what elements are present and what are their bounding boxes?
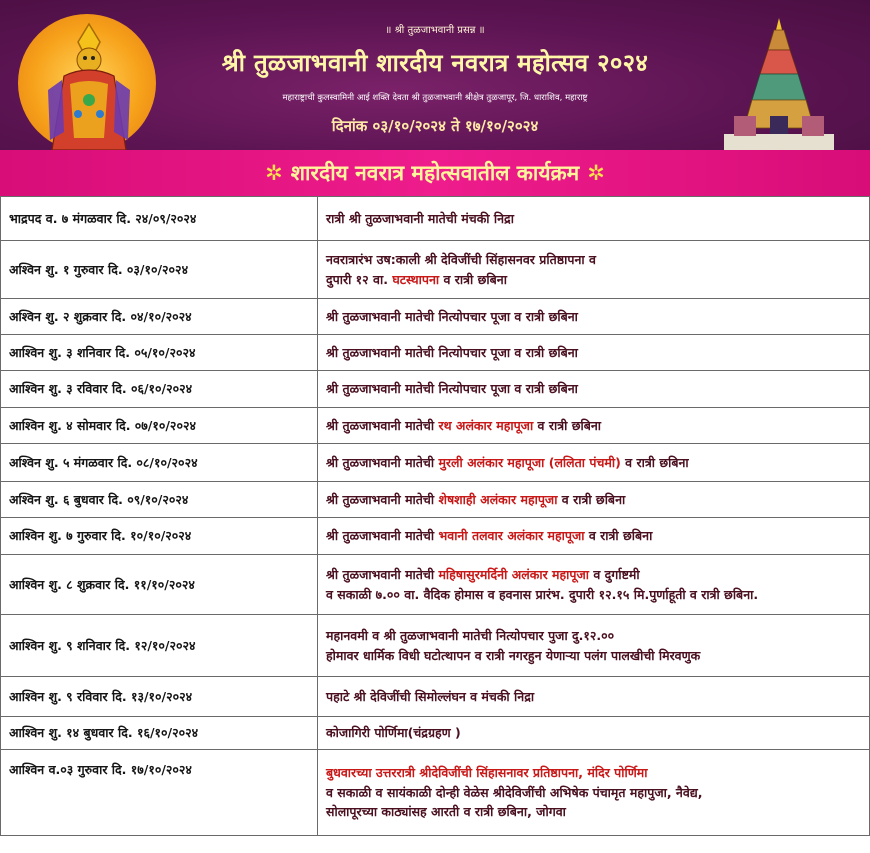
table-row bbox=[1, 371, 870, 408]
table-row bbox=[1, 335, 870, 371]
table-row bbox=[1, 677, 870, 717]
page-title: श्री तुळजाभवानी शारदीय नवरात्र महोत्सव २०२४ bbox=[221, 49, 649, 77]
row-description: श्री तुळजाभवानी मातेची भवानी तलवार अलंकार महापूजा व रात्री छबिना bbox=[318, 518, 870, 555]
row-date: भाद्रपद व. ७ मंगळवार दि. २४/०९/२०२४ bbox=[1, 197, 318, 241]
row-description: नवरात्रारंभ उष:काली श्री देविजींची सिंहासनवर प्रतिष्ठापना व दुपारी १२ वा. घटस्थापना व रात्री छबिना bbox=[318, 241, 870, 299]
row-date: अश्विन शु. १ गुरुवार दि. ०३/१०/२०२४ bbox=[1, 241, 318, 299]
table-row bbox=[1, 408, 870, 444]
subtitle: महाराष्ट्राची कुलस्वामिनी आई शक्ति देवता श्री तुळजाभवानी श्रीक्षेत्र तुळजापूर, जि. धाराशिव, महाराष्ट्र bbox=[282, 93, 588, 103]
row-date: आश्विन शु. ४ सोमवार दि. ०७/१०/२०२४ bbox=[1, 408, 318, 444]
row-date: आश्विन शु. ७ गुरुवार दि. १०/१०/२०२४ bbox=[1, 518, 318, 555]
star-icon: ✲ bbox=[265, 161, 283, 185]
banner-heading bbox=[0, 159, 870, 187]
row-date: आश्विन शु. ९ शनिवार दि. १२/१०/२०२४ bbox=[1, 615, 318, 677]
event-dates: दिनांक ०३/१०/२०२४ ते १७/१०/२०२४ bbox=[331, 117, 539, 135]
table-row bbox=[1, 518, 870, 555]
row-description: रात्री श्री तुळजाभवानी मातेची मंचकी निद्रा bbox=[318, 197, 870, 241]
table-row bbox=[1, 555, 870, 615]
row-description: कोजागिरी पोर्णिमा(चंद्रग्रहण ) bbox=[318, 717, 870, 750]
row-description: श्री तुळजाभवानी मातेची शेषशाही अलंकार महापूजा व रात्री छबिना bbox=[318, 482, 870, 518]
row-description: श्री तुळजाभवानी मातेची रथ अलंकार महापूजा व रात्री छबिना bbox=[318, 408, 870, 444]
row-date: आश्विन शु. ८ शुक्रवार दि. ११/१०/२०२४ bbox=[1, 555, 318, 615]
row-description: महानवमी व श्री तुळजाभवानी मातेची नित्योपचार पुजा दु.१२.०० होमावर धार्मिक विधी घटोत्थापन व रात्री नगरहुन येणाऱ्या पलंग पालखीची मिरवणुक bbox=[318, 615, 870, 677]
row-date: आश्विन शु. ३ रविवार दि. ०६/१०/२०२४ bbox=[1, 371, 318, 408]
table-row bbox=[1, 197, 870, 241]
row-description: पहाटे श्री देविजींची सिमोल्लंघन व मंचकी निद्रा bbox=[318, 677, 870, 717]
row-date: आश्विन शु. ९ रविवार दि. १३/१०/२०२४ bbox=[1, 677, 318, 717]
row-description: श्री तुळजाभवानी मातेची महिषासुरमर्दिनी अलंकार महापूजा व दुर्गाष्टमी व सकाळी ७.०० वा. वैदिक होमास व हवनास प्रारंभ. दुपारी १२.१५ मि.पुर्णाहूती व रात्री छबिना. bbox=[318, 555, 870, 615]
row-date: आश्विन शु. ३ शनिवार दि. ०५/१०/२०२४ bbox=[1, 335, 318, 371]
row-date: अश्विन शु. ५ मंगळवार दि. ०८/१०/२०२४ bbox=[1, 444, 318, 482]
row-description: श्री तुळजाभवानी मातेची नित्योपचार पूजा व रात्री छबिना bbox=[318, 371, 870, 408]
table-row bbox=[1, 717, 870, 750]
table-row bbox=[1, 241, 870, 299]
temple-image bbox=[724, 16, 834, 150]
row-description: श्री तुळजाभवानी मातेची नित्योपचार पूजा व रात्री छबिना bbox=[318, 335, 870, 371]
banner-text: शारदीय नवरात्र महोत्सवातील कार्यक्रम bbox=[290, 161, 580, 185]
row-description: श्री तुळजाभवानी मातेची मुरली अलंकार महापूजा (ललिता पंचमी) व रात्री छबिना bbox=[318, 444, 870, 482]
schedule-table bbox=[0, 196, 870, 836]
row-date: आश्विन व.०३ गुरुवार दि. १७/१०/२०२४ bbox=[1, 750, 318, 836]
star-icon: ✲ bbox=[587, 161, 605, 185]
row-description: बुधवारच्या उत्तररात्री श्रीदेविजींची सिंहासनावर प्रतिष्ठापना, मंदिर पोर्णिमा व सकाळी व सायंकाळी दोन्ही वेळेस श्रीदेविजींची अभिषेक पंचामृत महापुजा, नैवेद्य, सोलापूरच्या काठ्यांसह आरती व रात्री छबिना, जोगवा bbox=[318, 750, 870, 836]
program-banner bbox=[0, 150, 870, 196]
table-row bbox=[1, 482, 870, 518]
table-row bbox=[1, 299, 870, 335]
tagline: ॥ श्री तुळजाभवानी प्रसन्न ॥ bbox=[385, 25, 485, 36]
table-row bbox=[1, 615, 870, 677]
row-date: आश्विन शु. १४ बुधवार दि. १६/१०/२०२४ bbox=[1, 717, 318, 750]
row-description: श्री तुळजाभवानी मातेची नित्योपचार पूजा व रात्री छबिना bbox=[318, 299, 870, 335]
table-row bbox=[1, 750, 870, 836]
row-date: अश्विन शु. २ शुक्रवार दि. ०४/१०/२०२४ bbox=[1, 299, 318, 335]
table-row bbox=[1, 444, 870, 482]
row-date: अश्विन शु. ६ बुधवार दि. ०९/१०/२०२४ bbox=[1, 482, 318, 518]
header bbox=[0, 0, 870, 150]
